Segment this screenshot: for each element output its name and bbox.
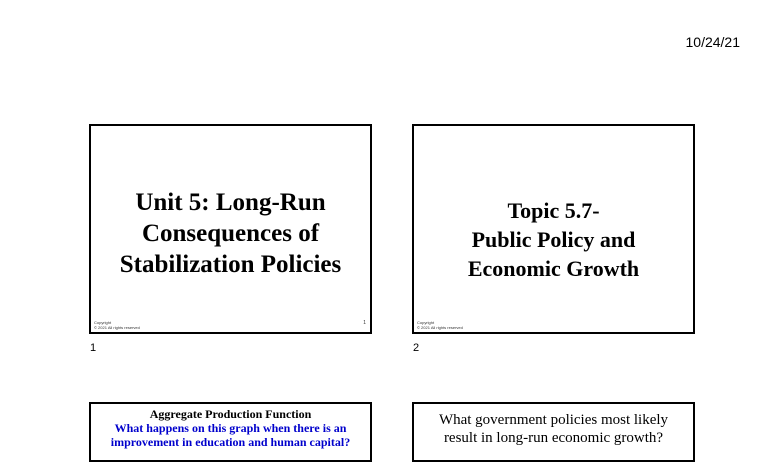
slide-2-title bbox=[414, 196, 693, 283]
slide-1-number: 1 bbox=[363, 320, 366, 326]
slide-1-title-line: Consequences of bbox=[141, 220, 320, 247]
slide-1-title-line: Unit 5: Long-Run bbox=[135, 189, 326, 216]
slide-4-question-line: result in long-run economic growth? bbox=[443, 430, 664, 446]
slide-4-question bbox=[414, 411, 693, 447]
copyright-line: Copyright bbox=[417, 320, 435, 325]
slide-3-question-line: improvement in education and human capital? bbox=[110, 435, 351, 449]
slide-4-question-line: What government policies most likely bbox=[438, 412, 669, 428]
slide-2-title-line: Economic Growth bbox=[467, 256, 640, 281]
slide-1-copyright bbox=[94, 320, 140, 330]
slide-thumbnail-3 bbox=[89, 402, 372, 462]
copyright-line: © 2021 All rights reserved bbox=[94, 325, 140, 330]
slide-2-title-line: Topic 5.7- bbox=[507, 198, 600, 223]
slide-label-2: 2 bbox=[413, 342, 420, 354]
slide-2-title-line: Public Policy and bbox=[471, 227, 636, 252]
slide-thumbnail-2 bbox=[412, 124, 695, 334]
document-date: 10/24/21 bbox=[685, 34, 740, 50]
slide-3-title: Aggregate Production Function bbox=[149, 407, 312, 421]
slide-thumbnail-1 bbox=[89, 124, 372, 334]
copyright-line: © 2021 All rights reserved bbox=[417, 325, 463, 330]
slide-3-question-line: What happens on this graph when there is an bbox=[114, 421, 347, 435]
copyright-line: Copyright bbox=[94, 320, 112, 325]
slide-label-1: 1 bbox=[90, 342, 97, 354]
slide-3-question bbox=[91, 421, 370, 449]
slide-thumbnail-4 bbox=[412, 402, 695, 462]
slide-1-title-line: Stabilization Policies bbox=[119, 251, 342, 278]
slide-1-title bbox=[91, 187, 370, 280]
slide-2-copyright bbox=[417, 320, 463, 330]
